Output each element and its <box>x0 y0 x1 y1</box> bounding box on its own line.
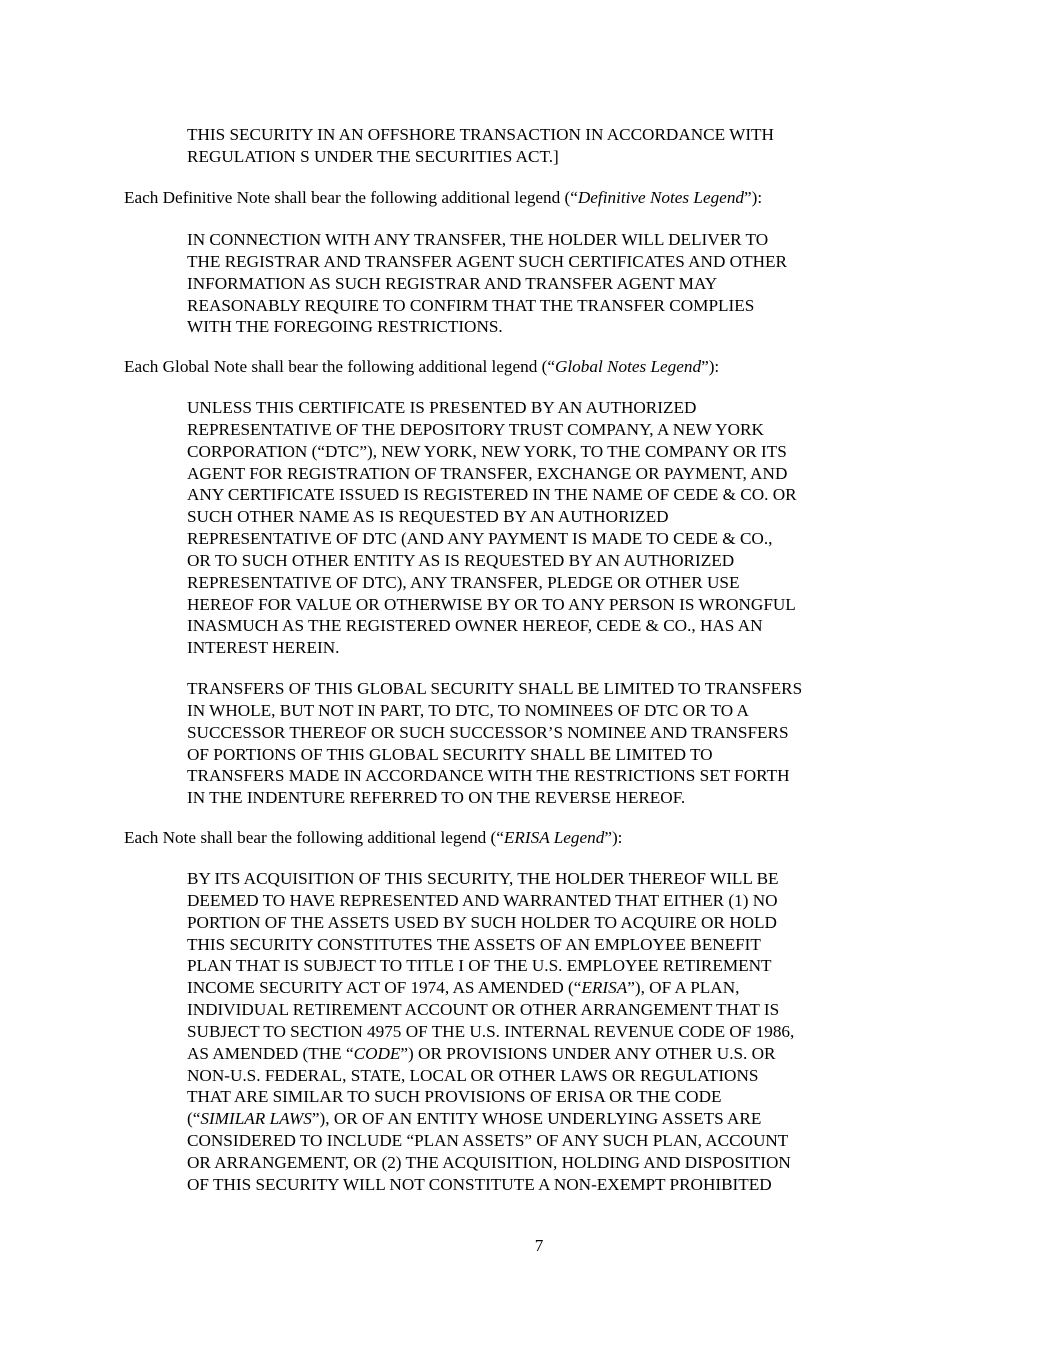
legend-line: INASMUCH AS THE REGISTERED OWNER HEREOF, CEDE & CO., HAS AN <box>187 616 763 636</box>
page-number: 7 <box>534 1236 544 1255</box>
legend-line: REASONABLY REQUIRE TO CONFIRM THAT THE TRANSFER COMPLIES <box>187 295 755 315</box>
definitive-notes-intro: Each Definitive Note shall bear the following additional legend (“Definitive Notes Legend”): <box>124 188 763 207</box>
legend-line: UNLESS THIS CERTIFICATE IS PRESENTED BY AN AUTHORIZED <box>187 398 697 417</box>
global-notes-intro: Each Global Note shall bear the following additional legend (“Global Notes Legend”): <box>124 357 720 376</box>
continued-legend <box>187 124 774 168</box>
legend-line: REPRESENTATIVE OF DTC), ANY TRANSFER, PLEDGE OR OTHER USE <box>187 572 740 592</box>
legend-line: CORPORATION (“DTC”), NEW YORK, NEW YORK, TO THE COMPANY OR ITS <box>187 441 787 461</box>
defined-term: ERISA <box>581 978 628 998</box>
erisa-legend <box>187 868 794 1196</box>
legend-line: (“SIMILAR LAWS”), OR OF AN ENTITY WHOSE UNDERLYING ASSETS ARE <box>187 1109 762 1129</box>
legend-line: NON-U.S. FEDERAL, STATE, LOCAL OR OTHER LAWS OR REGULATIONS <box>187 1065 759 1085</box>
legend-line: WITH THE FOREGOING RESTRICTIONS. <box>187 317 503 337</box>
legend-line: AGENT FOR REGISTRATION OF TRANSFER, EXCHANGE OR PAYMENT, AND <box>187 463 788 483</box>
legend-line: THIS SECURITY CONSTITUTES THE ASSETS OF AN EMPLOYEE BENEFIT <box>187 934 761 954</box>
legend-line: SUCH OTHER NAME AS IS REQUESTED BY AN AUTHORIZED <box>187 507 669 527</box>
erisa-intro: Each Note shall bear the following additional legend (“ERISA Legend”): <box>124 828 623 847</box>
defined-term: Global Notes Legend <box>554 357 702 376</box>
defined-term: CODE <box>353 1043 401 1063</box>
legend-line: IN WHOLE, BUT NOT IN PART, TO DTC, TO NOMINEES OF DTC OR TO A <box>187 700 749 720</box>
legend-line: INCOME SECURITY ACT OF 1974, AS AMENDED (“ERISA”), OF A PLAN, <box>187 978 740 998</box>
legend-line: CONSIDERED TO INCLUDE “PLAN ASSETS” OF ANY SUCH PLAN, ACCOUNT <box>187 1131 789 1151</box>
legend-line: REPRESENTATIVE OF DTC (AND ANY PAYMENT IS MADE TO CEDE & CO., <box>187 529 773 549</box>
legend-line: OR ARRANGEMENT, OR (2) THE ACQUISITION, HOLDING AND DISPOSITION <box>187 1152 791 1172</box>
legend-line: IN CONNECTION WITH ANY TRANSFER, THE HOLDER WILL DELIVER TO <box>187 230 769 249</box>
legend-line: INFORMATION AS SUCH REGISTRAR AND TRANSFER AGENT MAY <box>187 273 718 293</box>
legend-line: REPRESENTATIVE OF THE DEPOSITORY TRUST COMPANY, A NEW YORK <box>187 419 764 439</box>
legend-line: INTEREST HEREIN. <box>187 638 340 658</box>
definitive-notes-legend <box>187 229 787 338</box>
legend-line: HEREOF FOR VALUE OR OTHERWISE BY OR TO ANY PERSON IS WRONGFUL <box>187 594 796 614</box>
legend-line: SUBJECT TO SECTION 4975 OF THE U.S. INTERNAL REVENUE CODE OF 1986, <box>187 1021 795 1041</box>
legend-line: THIS SECURITY IN AN OFFSHORE TRANSACTION IN ACCORDANCE WITH <box>187 125 774 144</box>
defined-term: SIMILAR LAWS <box>200 1109 312 1129</box>
legend-line: OF THIS SECURITY WILL NOT CONSTITUTE A NON-EXEMPT PROHIBITED <box>187 1174 772 1194</box>
legend-line: TRANSFERS MADE IN ACCORDANCE WITH THE RESTRICTIONS SET FORTH <box>187 766 790 786</box>
defined-term: Definitive Notes Legend <box>577 188 745 207</box>
legend-line: PORTION OF THE ASSETS USED BY SUCH HOLDER TO ACQUIRE OR HOLD <box>187 912 777 932</box>
legend-line: PLAN THAT IS SUBJECT TO TITLE I OF THE U.S. EMPLOYEE RETIREMENT <box>187 956 772 976</box>
legend-line: OR TO SUCH OTHER ENTITY AS IS REQUESTED BY AN AUTHORIZED <box>187 550 735 570</box>
defined-term: ERISA Legend <box>503 828 605 847</box>
legend-line: OF PORTIONS OF THIS GLOBAL SECURITY SHALL BE LIMITED TO <box>187 744 713 764</box>
legend-line: REGULATION S UNDER THE SECURITIES ACT.] <box>187 146 559 166</box>
global-notes-legend-transfers <box>187 678 802 809</box>
legend-line: INDIVIDUAL RETIREMENT ACCOUNT OR OTHER ARRANGEMENT THAT IS <box>187 1000 780 1020</box>
legend-line: AS AMENDED (THE “CODE”) OR PROVISIONS UNDER ANY OTHER U.S. OR <box>187 1043 776 1063</box>
legend-line: DEEMED TO HAVE REPRESENTED AND WARRANTED THAT EITHER (1) NO <box>187 890 778 910</box>
legend-line: TRANSFERS OF THIS GLOBAL SECURITY SHALL BE LIMITED TO TRANSFERS <box>187 679 803 698</box>
legend-line: ANY CERTIFICATE ISSUED IS REGISTERED IN THE NAME OF CEDE & CO. OR <box>187 485 797 505</box>
legend-line: THAT ARE SIMILAR TO SUCH PROVISIONS OF ERISA OR THE CODE <box>187 1087 722 1107</box>
global-notes-legend-dtc <box>187 397 797 659</box>
legend-line: BY ITS ACQUISITION OF THIS SECURITY, THE HOLDER THEREOF WILL BE <box>187 869 779 888</box>
legend-line: THE REGISTRAR AND TRANSFER AGENT SUCH CERTIFICATES AND OTHER <box>187 251 787 271</box>
legend-line: IN THE INDENTURE REFERRED TO ON THE REVERSE HEREOF. <box>187 788 686 808</box>
legend-line: SUCCESSOR THEREOF OR SUCH SUCCESSOR’S NOMINEE AND TRANSFERS <box>187 722 789 742</box>
